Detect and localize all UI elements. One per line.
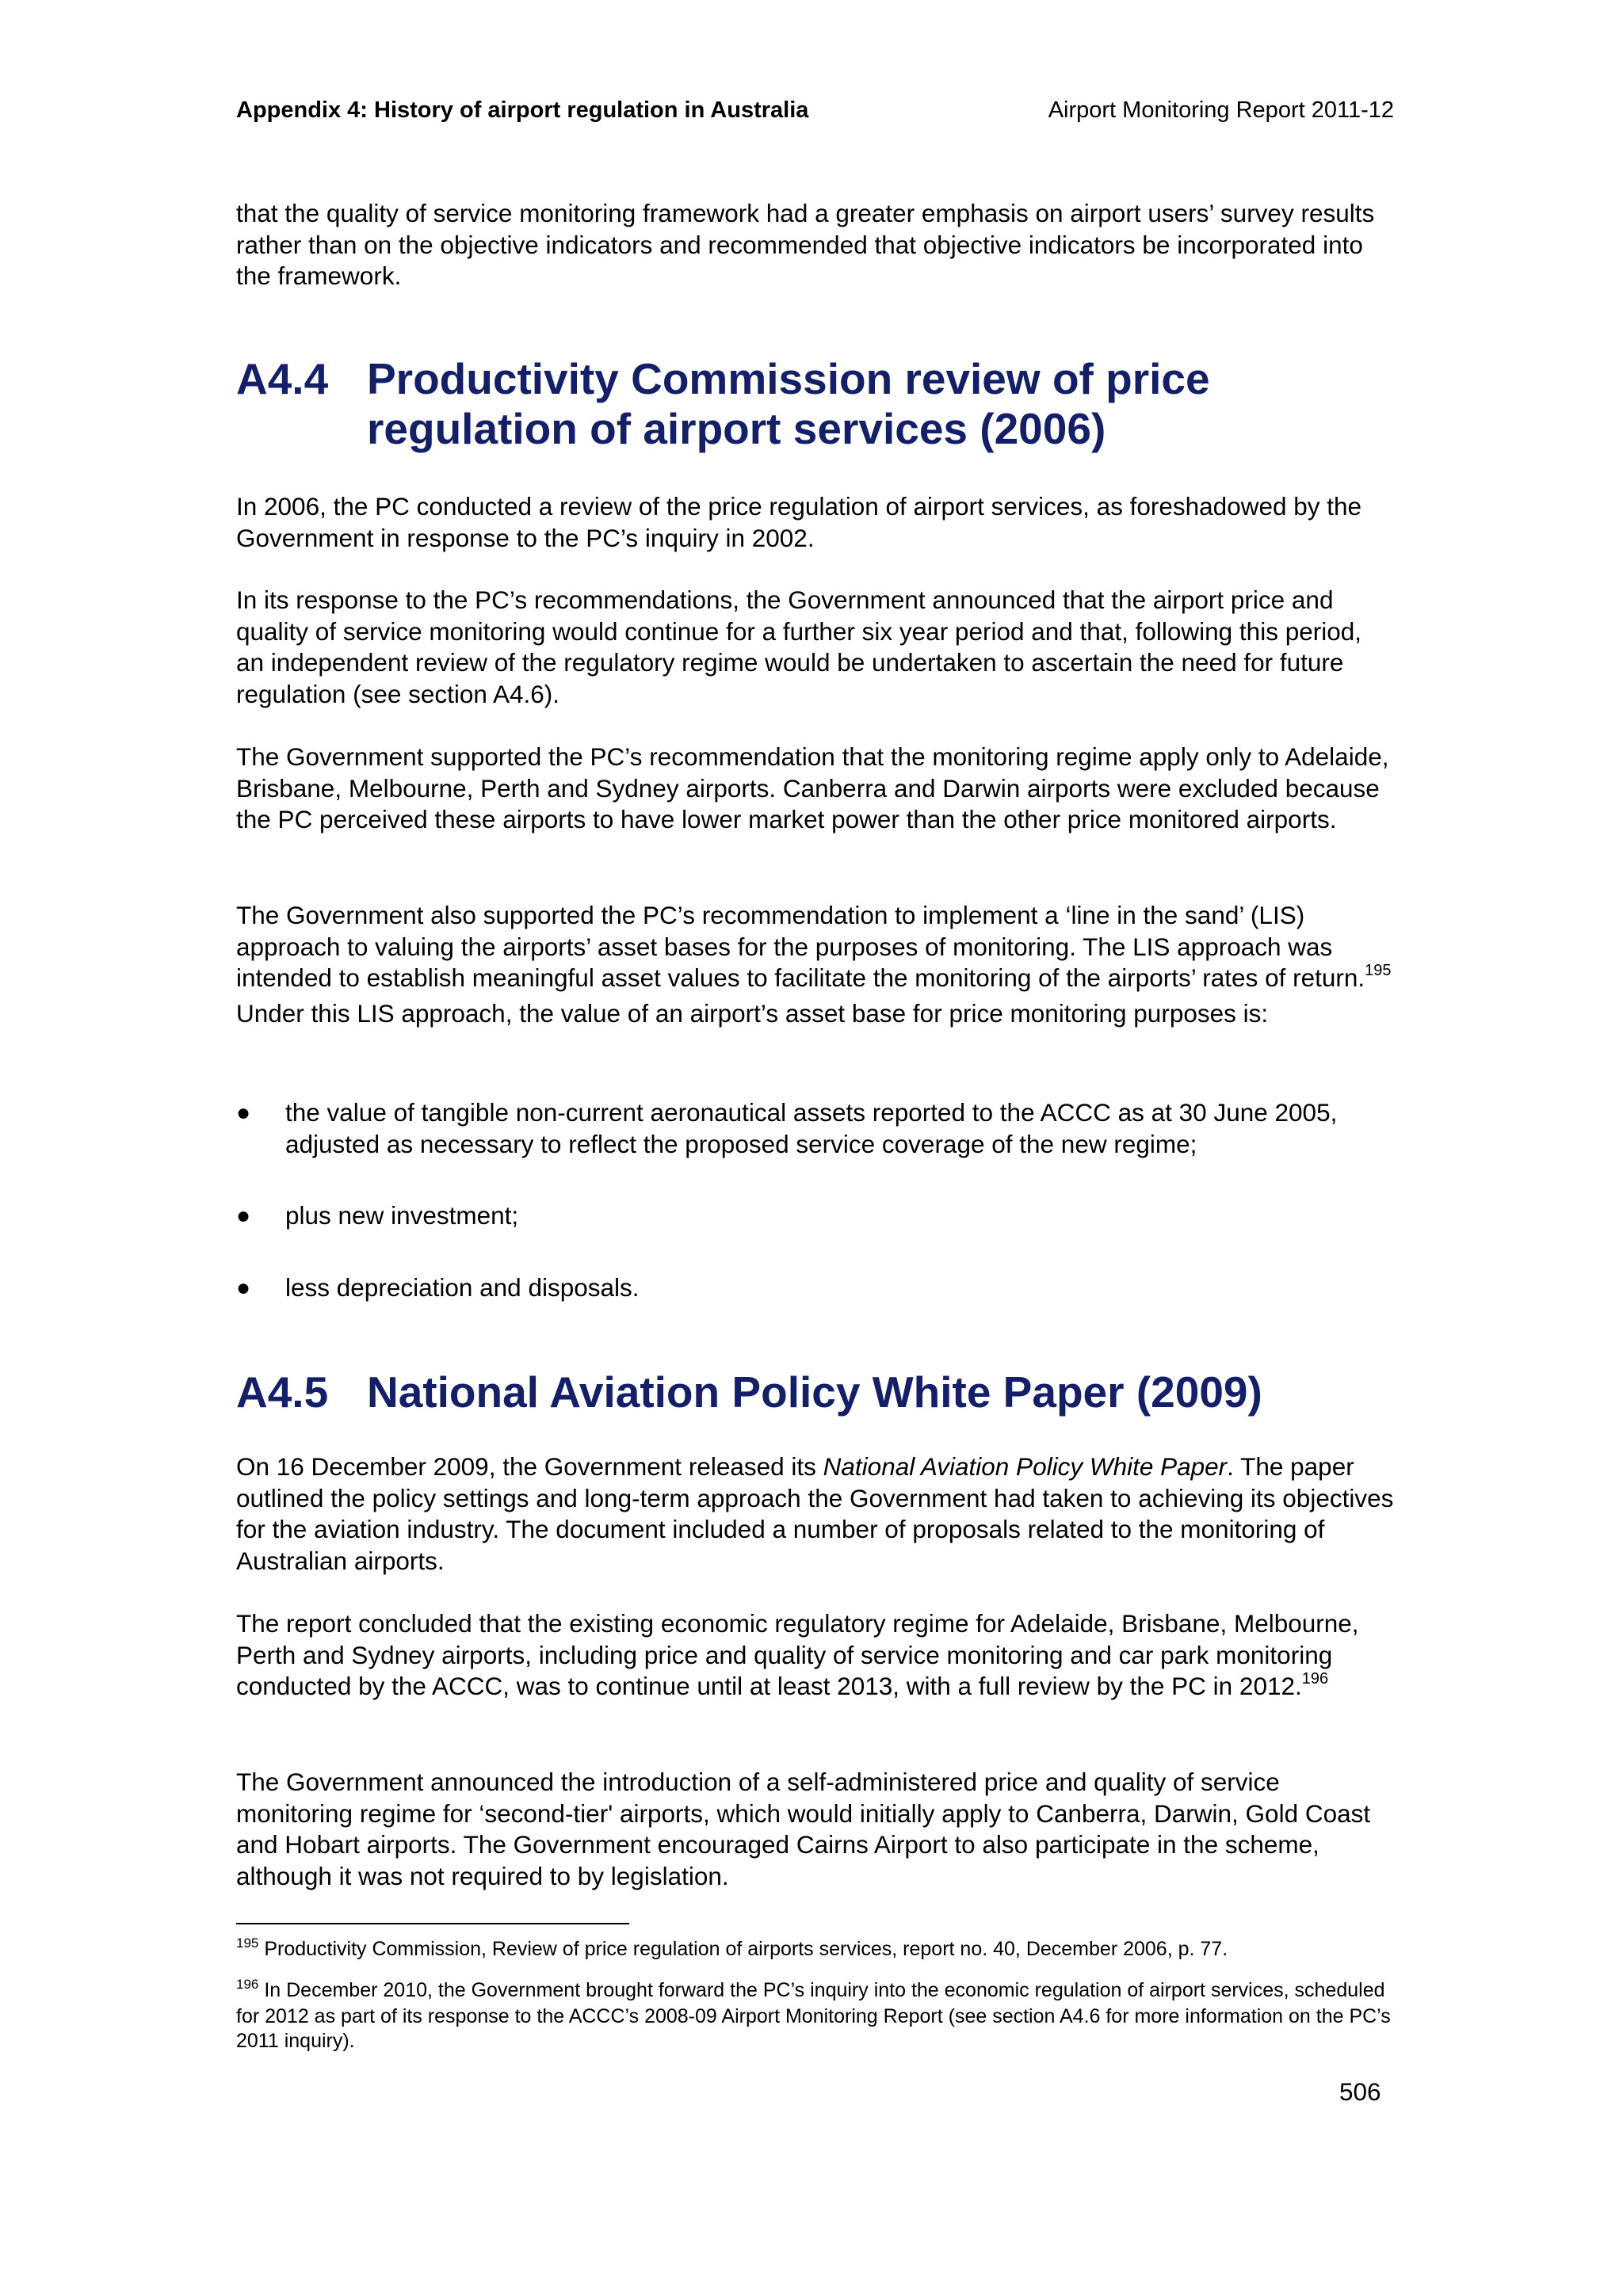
intro-text: that the quality of service monitoring framework had a greater emphasis on airport users’ survey results rather than on the objective indicators and recommended that objective indicators be incorporated into the framework. xyxy=(236,199,1375,290)
running-header xyxy=(236,94,1394,126)
paragraph-text xyxy=(236,900,1395,1029)
paragraph-text: The Government announced the introduction of a self-administered price and quality of service monitoring regime for ‘second-tier' airports, which would initially apply to Canberra, Darwin, Gold Coast and Hobart airports. The Government encouraged Cairns Airport to also participate in the scheme, although it was not required to by legislation. xyxy=(236,1768,1371,1890)
paragraph-text-lead: On 16 December 2009, the Government released its xyxy=(236,1452,823,1481)
bullet-icon: ● xyxy=(236,1275,251,1301)
section-title: National Aviation Policy White Paper (2009) xyxy=(367,1367,1262,1417)
paragraph-text xyxy=(236,1608,1395,1707)
footnote-ref-195[interactable]: 195 xyxy=(1365,962,1392,979)
bullet-list xyxy=(236,1097,1395,1160)
footnote-195 xyxy=(236,1937,1395,1963)
paragraph xyxy=(236,491,1395,554)
list-item xyxy=(236,1272,1395,1304)
regime-paragraph xyxy=(236,1608,1395,1707)
paragraph xyxy=(236,742,1395,836)
bullet-list xyxy=(236,1200,1395,1232)
paragraph-text-body: The report concluded that the existing economic regulatory regime for Adelaide, Brisbane, Melbourne, Perth and Sydney airports, including price and quality of service monitoring and car park monitoring conducted by the ACCC, was to continue until at least 2013, with a full review by the PC in 2012. xyxy=(236,1609,1359,1700)
bullet-list xyxy=(236,1272,1395,1304)
section-heading-a4-5 xyxy=(236,1367,1318,1417)
bullet-icon: ● xyxy=(236,1203,251,1229)
intro-paragraph xyxy=(236,198,1395,292)
footnote-text: Productivity Commission, Review of price regulation of airports services, report no. 40, December 2006, p. 77. xyxy=(258,1938,1228,1960)
publication-title: National Aviation Policy White Paper xyxy=(823,1452,1228,1481)
paragraph-text xyxy=(236,1451,1395,1577)
footnote-ref-196[interactable]: 196 xyxy=(1301,1670,1329,1688)
list-item-text: plus new investment; xyxy=(285,1201,519,1230)
list-item-text: less depreciation and disposals. xyxy=(285,1273,640,1302)
section-heading-a4-4 xyxy=(236,354,1318,454)
section-title: Productivity Commission review of price regulation of airport services (2006) xyxy=(367,354,1210,453)
page-number: 506 xyxy=(1339,2077,1381,2106)
second-tier-paragraph xyxy=(236,1767,1395,1892)
header-chapter-title: Appendix 4: History of airport regulation in Australia xyxy=(236,97,809,123)
paragraph-text-before-ref: The Government also supported the PC’s recommendation to implement a ‘line in the sand’ (LIS) approach to valuing the airports’ asset bases for the purposes of monitoring. The LIS approach was intended to establish meaningful asset values to facilitate the monitoring of the airports’ rates of return. xyxy=(236,901,1365,992)
lis-paragraph xyxy=(236,900,1395,1029)
bullet-icon: ● xyxy=(236,1100,251,1126)
paragraph-text: In 2006, the PC conducted a review of the price regulation of airport services, as foreshadowed by the Government in response to the PC’s inquiry in 2002. xyxy=(236,492,1362,552)
white-paper-paragraph xyxy=(236,1451,1395,1577)
paragraph xyxy=(236,585,1395,710)
header-report-title: Airport Monitoring Report 2011-12 xyxy=(1048,97,1394,123)
paragraph-text: The Government supported the PC’s recommendation that the monitoring regime apply only to Adelaide, Brisbane, Melbourne, Perth and Sydney airports. Canberra and Darwin airports were excluded because the PC perceived these airports to have lower market power than the other price monitored airports. xyxy=(236,742,1389,833)
list-item xyxy=(236,1200,1395,1232)
section-number: A4.4 xyxy=(236,354,329,403)
paragraph-text: In its response to the PC’s recommendations, the Government announced that the airport price and quality of service monitoring would continue for a further six year period and that, following this period, an independent review of the regulatory regime would be undertaken to ascertain the need for future regulation (see section A4.6). xyxy=(236,585,1362,708)
section-number: A4.5 xyxy=(236,1367,329,1417)
list-item-text: the value of tangible non-current aeronautical assets reported to the ACCC as at 30 June 2005, adjusted as necessary to reflect the proposed service coverage of the new regime; xyxy=(285,1098,1338,1158)
paragraph-text-after-ref: Under this LIS approach, the value of an airport’s asset base for price monitoring purposes is: xyxy=(236,998,1269,1028)
footnote-number: 196 xyxy=(236,1977,259,1992)
paragraph-text-rest: . The paper outlined the policy settings and long-term approach the Government had taken to achieving its objectives for the aviation industry. The document included a number of proposals related to the monitoring of Australian airports. xyxy=(236,1452,1394,1575)
footnote-text: In December 2010, the Government brought forward the PC’s inquiry into the economic regulation of airport services, scheduled for 2012 as part of its response to the ACCC’s 2008-09 Airport Monitoring Report (see section A4.6 for more information on the PC’s 2011 inquiry). xyxy=(236,1979,1391,2052)
footnote-divider xyxy=(236,1923,629,1924)
footnote-196 xyxy=(236,1978,1395,2054)
list-item xyxy=(236,1097,1395,1160)
footnote-number: 195 xyxy=(236,1936,259,1951)
